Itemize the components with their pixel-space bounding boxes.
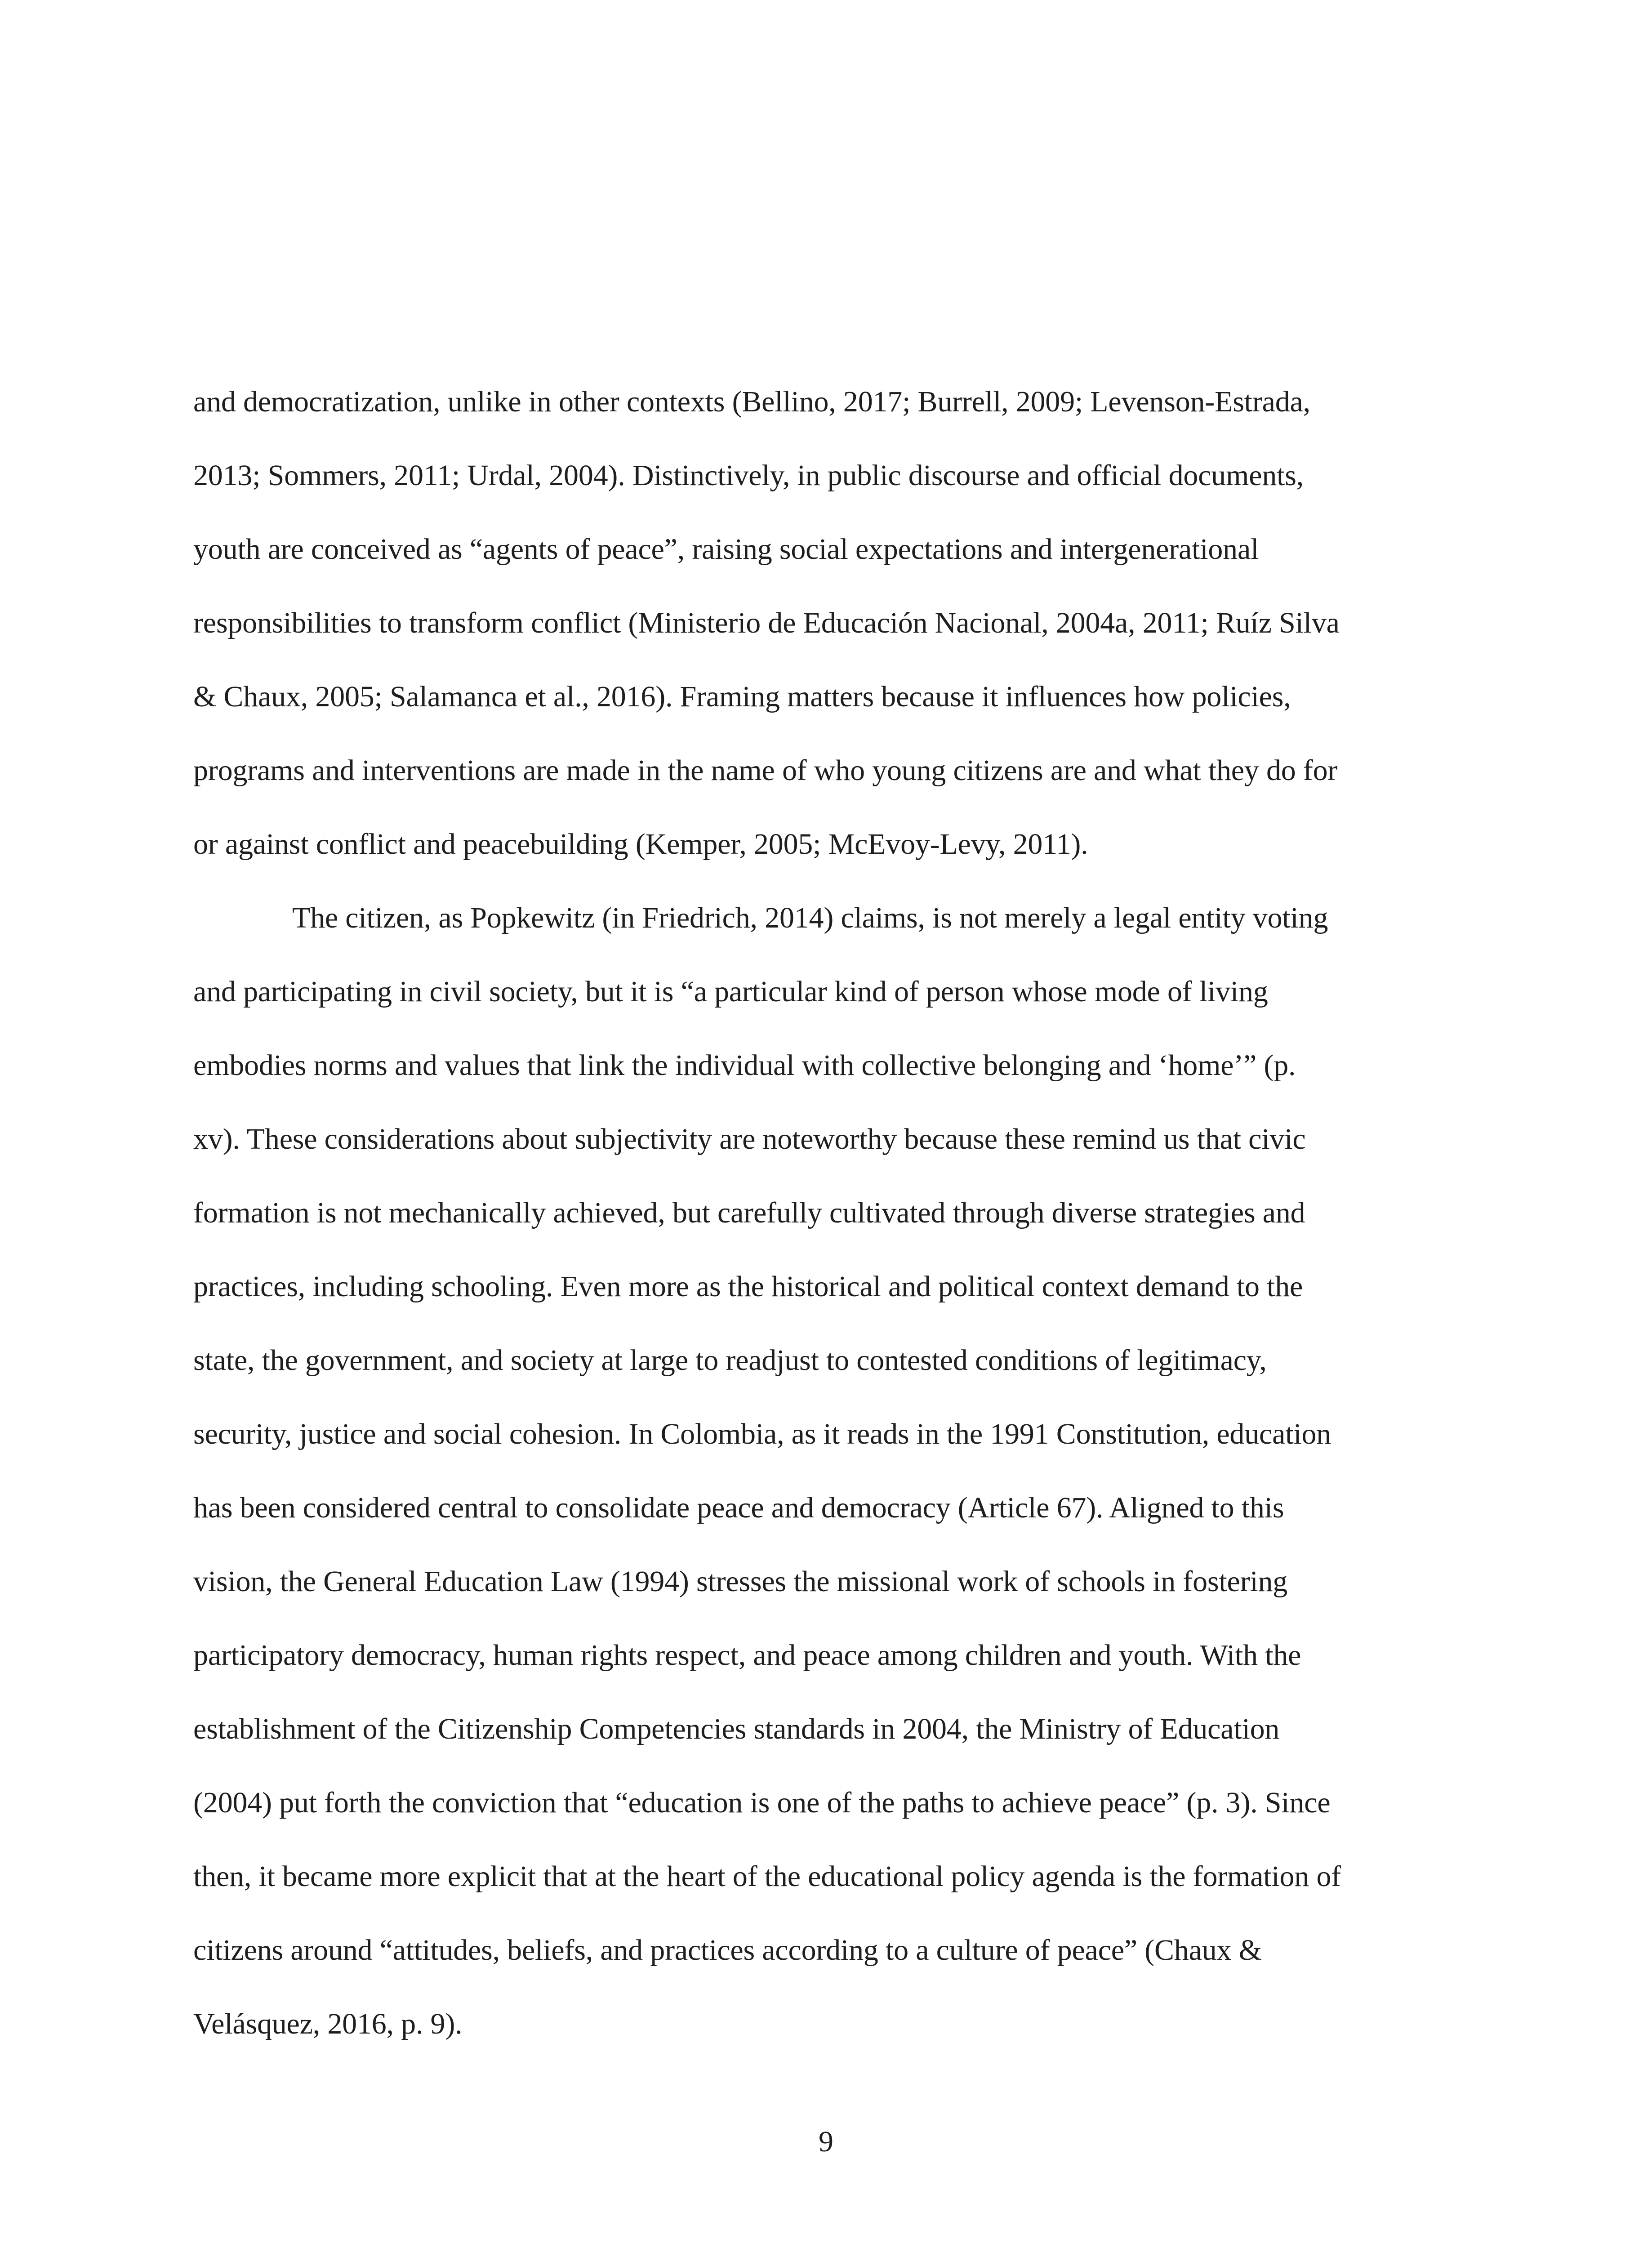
text-line: participatory democracy, human rights respect, and peace among children and youth. With the: [193, 1639, 1301, 1672]
text-line: state, the government, and society at large to readjust to contested conditions of legitimacy,: [193, 1344, 1267, 1377]
body-text: [193, 365, 1457, 2061]
text-line: xv). These considerations about subjectivity are noteworthy because these remind us that civic: [193, 1123, 1306, 1155]
text-line: youth are conceived as “agents of peace”, raising social expectations and intergenerational: [193, 533, 1259, 566]
page-number: 9: [819, 2125, 833, 2158]
text-line: formation is not mechanically achieved, but carefully cultivated through diverse strategies and: [193, 1196, 1305, 1229]
paragraph-first-line: The citizen, as Popkewitz (in Friedrich, 2014) claims, is not merely a legal entity voting: [292, 901, 1328, 934]
text-line: or against conflict and peacebuilding (Kemper, 2005; McEvoy-Levy, 2011).: [193, 828, 1088, 861]
text-line: practices, including schooling. Even more as the historical and political context demand to the: [193, 1270, 1303, 1303]
text-line: responsibilities to transform conflict (Ministerio de Educación Nacional, 2004a, 2011; Ruíz Silva: [193, 607, 1340, 639]
text-line: vision, the General Education Law (1994) stresses the missional work of schools in fostering: [193, 1565, 1288, 1598]
text-line: and democratization, unlike in other contexts (Bellino, 2017; Burrell, 2009; Levenson-Estrada,: [193, 385, 1310, 418]
text-line: Velásquez, 2016, p. 9).: [193, 2007, 463, 2040]
text-line: 2013; Sommers, 2011; Urdal, 2004). Distinctively, in public discourse and official documents,: [193, 459, 1304, 492]
text-line: establishment of the Citizenship Competencies standards in 2004, the Ministry of Education: [193, 1713, 1280, 1745]
text-line: citizens around “attitudes, beliefs, and practices according to a culture of peace” (Chaux &: [193, 1934, 1262, 1967]
text-line: & Chaux, 2005; Salamanca et al., 2016). Framing matters because it influences how policies,: [193, 680, 1291, 713]
text-line: and participating in civil society, but it is “a particular kind of person whose mode of living: [193, 975, 1268, 1008]
text-line: (2004) put forth the conviction that “education is one of the paths to achieve peace” (p. 3). Since: [193, 1786, 1331, 1819]
text-line: has been considered central to consolidate peace and democracy (Article 67). Aligned to this: [193, 1491, 1284, 1524]
text-line: then, it became more explicit that at the heart of the educational policy agenda is the formation of: [193, 1860, 1341, 1893]
text-line: embodies norms and values that link the individual with collective belonging and ‘home’” (p.: [193, 1049, 1296, 1082]
text-line: programs and interventions are made in the name of who young citizens are and what they do for: [193, 754, 1338, 787]
text-line: security, justice and social cohesion. In Colombia, as it reads in the 1991 Constitution, education: [193, 1418, 1331, 1450]
